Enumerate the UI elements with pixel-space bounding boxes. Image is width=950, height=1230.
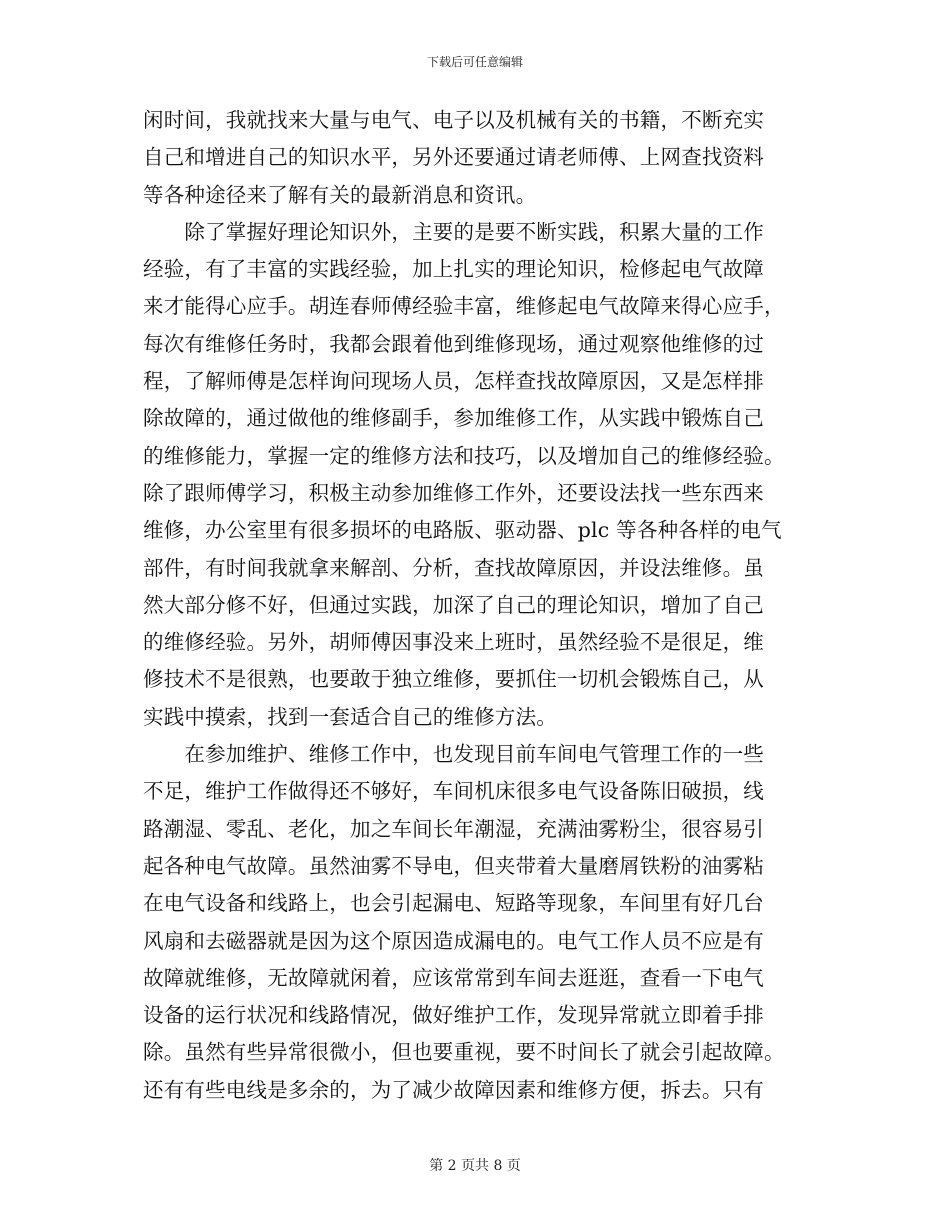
document-body <box>143 102 810 1109</box>
body-line: 除。虽然有些异常很微小，但也要重视，要不时间长了就会引起故障。 <box>143 1040 785 1065</box>
body-line: 除了跟师傅学习，积极主动参加维修工作外，还要设法找一些东西来 <box>143 480 764 505</box>
body-line: 设备的运行状况和线路情况，做好维护工作，发现异常就立即着手排 <box>143 1003 764 1028</box>
body-line: 风扇和去磁器就是因为这个原因造成漏电的。电气工作人员不应是有 <box>143 928 764 953</box>
body-line: 修技术不是很熟，也要敢于独立维修，要抓住一切机会锻炼自己，从 <box>143 667 764 692</box>
body-line: 部件，有时间我就拿来解剖、分析，查找故障原因，并设法维修。虽 <box>143 555 764 580</box>
body-line: 闲时间，我就找来大量与电气、电子以及机械有关的书籍，不断充实 <box>143 108 764 132</box>
body-line: 路潮湿、零乱、老化，加之车间长年潮湿，充满油雾粉尘，很容易引 <box>143 816 764 841</box>
body-line: 然大部分修不好，但通过实践，加深了自己的理论知识，增加了自己 <box>143 592 764 617</box>
body-line: 的维修能力，掌握一定的维修方法和技巧，以及增加自己的维修经验。 <box>143 443 785 468</box>
body-line: 在电气设备和线路上，也会引起漏电、短路等现象，车间里有好几台 <box>143 891 764 916</box>
body-line: 不足，维护工作做得还不够好，车间机床很多电气设备陈旧破损，线 <box>143 779 764 804</box>
page-header: 下载后可任意编辑 <box>426 55 523 69</box>
body-line: 来才能得心应手。胡连春师傅经验丰富，维修起电气故障来得心应手， <box>143 294 785 319</box>
body-line: 的维修经验。另外，胡师傅因事没来上班时，虽然经验不是很足，维 <box>143 630 764 655</box>
body-line: 故障就维修，无故障就闲着，应该常常到车间去逛逛，查看一下电气 <box>143 965 764 990</box>
page-number-footer: 第 2 页共 8 页 <box>429 1158 521 1174</box>
body-line: 程，了解师傅是怎样询问现场人员，怎样查找故障原因，又是怎样排 <box>143 369 764 394</box>
body-line: 自己和增进自己的知识水平，另外还要通过请老师傅、上网查找资料 <box>143 145 764 170</box>
body-line: 实践中摸索，找到一套适合自己的维修方法。 <box>143 704 557 729</box>
body-line: 维修，办公室里有很多损坏的电路版、驱动器、plc 等各种各样的电气 <box>143 518 782 543</box>
body-line: 还有有些电线是多余的，为了减少故障因素和维修方便，拆去。只有 <box>143 1077 764 1102</box>
body-line: 每次有维修任务时，我都会跟着他到维修现场，通过观察他维修的过 <box>143 331 764 356</box>
body-line: 等各种途径来了解有关的最新消息和资讯。 <box>143 182 537 207</box>
body-line: 经验，有了丰富的实践经验，加上扎实的理论知识，检修起电气故障 <box>143 257 764 282</box>
body-line: 在参加维护、维修工作中，也发现目前车间电气管理工作的一些 <box>143 742 764 767</box>
body-line: 除了掌握好理论知识外，主要的是要不断实践，积累大量的工作 <box>143 219 764 244</box>
body-line: 起各种电气故障。虽然油雾不导电，但夹带着大量磨屑铁粉的油雾粘 <box>143 853 764 878</box>
body-line: 除故障的，通过做他的维修副手，参加维修工作，从实践中锻炼自己 <box>143 406 764 431</box>
